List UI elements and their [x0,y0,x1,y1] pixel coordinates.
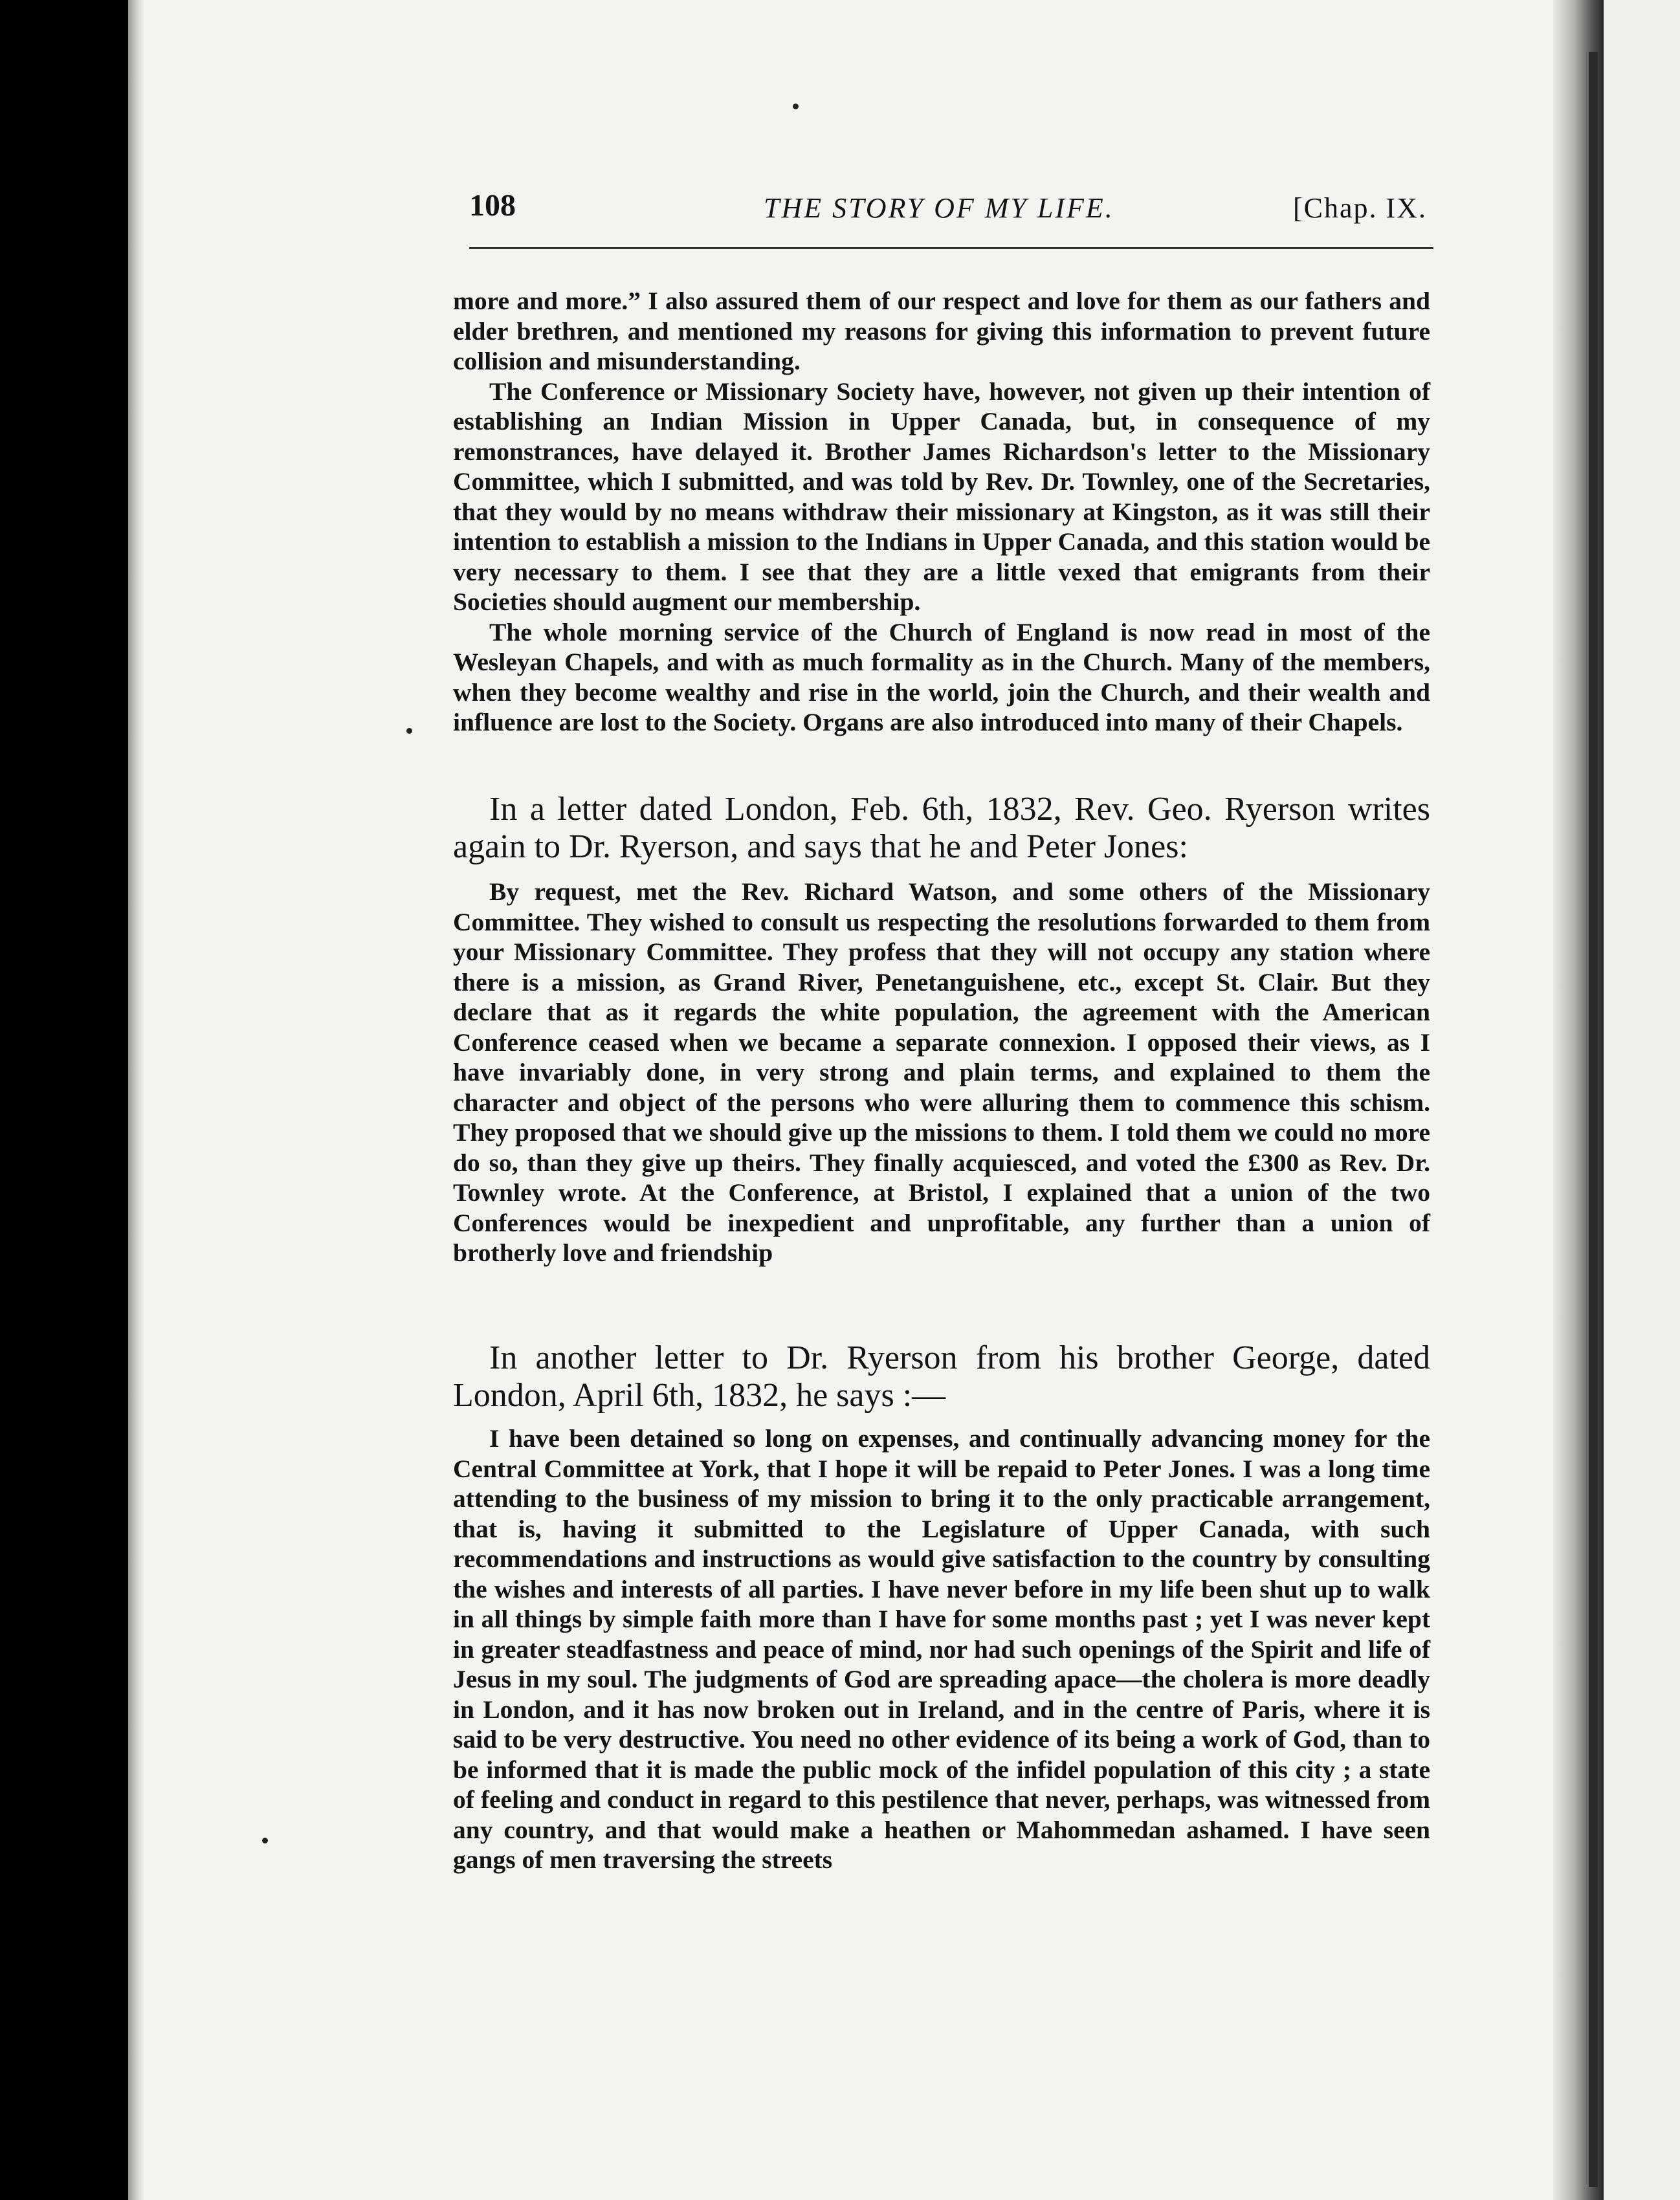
scan-speck [793,104,799,109]
binding-edge [1589,52,1598,2187]
quote1-paragraph-3: The whole morning service of the Church of England is now read in most of the Wesleyan Chapels, and with as much formality as in the Church. Many of the members, when they become wealthy and rise in the world, join the Church, and their wealth and influence are lost to the Society. Organs are also introduced into many of their Chapels. [453,617,1430,736]
quote3-paragraph: I have been detained so long on expenses, and continually advancing money for the Central Committee at York, that I hope it will be repaid to Peter Jones. I was a long time attending to the business of my mission to bring it to the only practicable arrangement, that is, having it submitted to the Legislature of Upper Canada, with such recommendations and instructions as would give satisfaction to the country by consulting the wishes and interests of all parties. I have never before in my life been shut up to walk in all things by simple faith more than I have for some months past ; yet I was never kept in greater steadfastness and peace of mind, nor had such openings of the Spirit and life of Jesus in my soul. The judgments of God are spreading apace—the cholera is more deadly in London, and it has now broken out in Ireland, and in the centre of Paris, where it is said to be very destructive. You need no other evidence of its being a work of God, than to be informed that it is made the public mock of the infidel population of this city ; a state of feeling and conduct in regard to this pestilence that never, perhaps, was witnessed from any country, and that would make a heathen or Mahommedan ashamed. I have seen gangs of men traversing the streets [453,1424,1430,1874]
next-page-edge [1604,0,1680,2200]
running-title: THE STORY OF MY LIFE. [764,192,1114,224]
scan-speck [262,1838,268,1843]
running-header [469,188,1433,246]
quoted-letter-3 [453,1424,1430,1875]
quote1-paragraph-1: more and more.” I also assured them of our respect and love for them as our fathers and elder brethren, and mentioned my reasons for giving this information to prevent future collision and misunderstanding. [453,287,1430,375]
header-rule [469,247,1433,249]
intro-paragraph-3: In another letter to Dr. Ryerson from his brother George, dated London, April 6th, 1832, he says :— [453,1339,1430,1414]
quote1-paragraph-2: The Conference or Missionary Society have, however, not given up their intention of establishing an Indian Mission in Upper Canada, but, in consequence of my remonstrances, have delayed it. Brother James Richardson's letter to the Missionary Committee, which I submitted, and was told by Rev. Dr. Townley, one of the Secretaries, that they would by no means withdraw their missionary at Kingston, as it was still their intention to establish a mission to the Indians in Upper Canada, and this station would be very necessary to them. I see that they are a little vexed that emigrants from their Societies should augment our membership. [453,377,1430,616]
intro-paragraph-2: In a letter dated London, Feb. 6th, 1832, Rev. Geo. Ryerson writes again to Dr. Ryerson, and says that he and Peter Jones: [453,791,1430,865]
scan-speck [406,728,412,734]
quote2-paragraph: By request, met the Rev. Richard Watson, and some others of the Missionary Committee. They wished to consult us respecting the resolutions forwarded to them from your Missionary Committee. They profess that they will not occupy any station where there is a mission, as Grand River, Penetanguishene, etc., except St. Clair. But they declare that as it regards the white population, the agreement with the American Conference ceased when we became a separate connexion. I opposed their views, as I have invariably done, in very strong and plain terms, and explained to them the character and object of the persons who were alluring them to commence this schism. They proposed that we should give up the missions to them. I told them we could no more do so, than they give up theirs. They finally acquiesced, and voted the £300 as Rev. Dr. Townley wrote. At the Conference, at Bristol, I explained that a union of the two Conferences would be inexpedient and unprofitable, any further than a union of brotherly love and friendship [453,877,1430,1267]
quoted-letter-1 [453,286,1430,738]
page-number: 108 [469,188,516,223]
quoted-letter-2 [453,877,1430,1268]
page-gutter-shadow [128,0,144,2200]
chapter-reference: [Chap. IX. [1293,192,1427,224]
